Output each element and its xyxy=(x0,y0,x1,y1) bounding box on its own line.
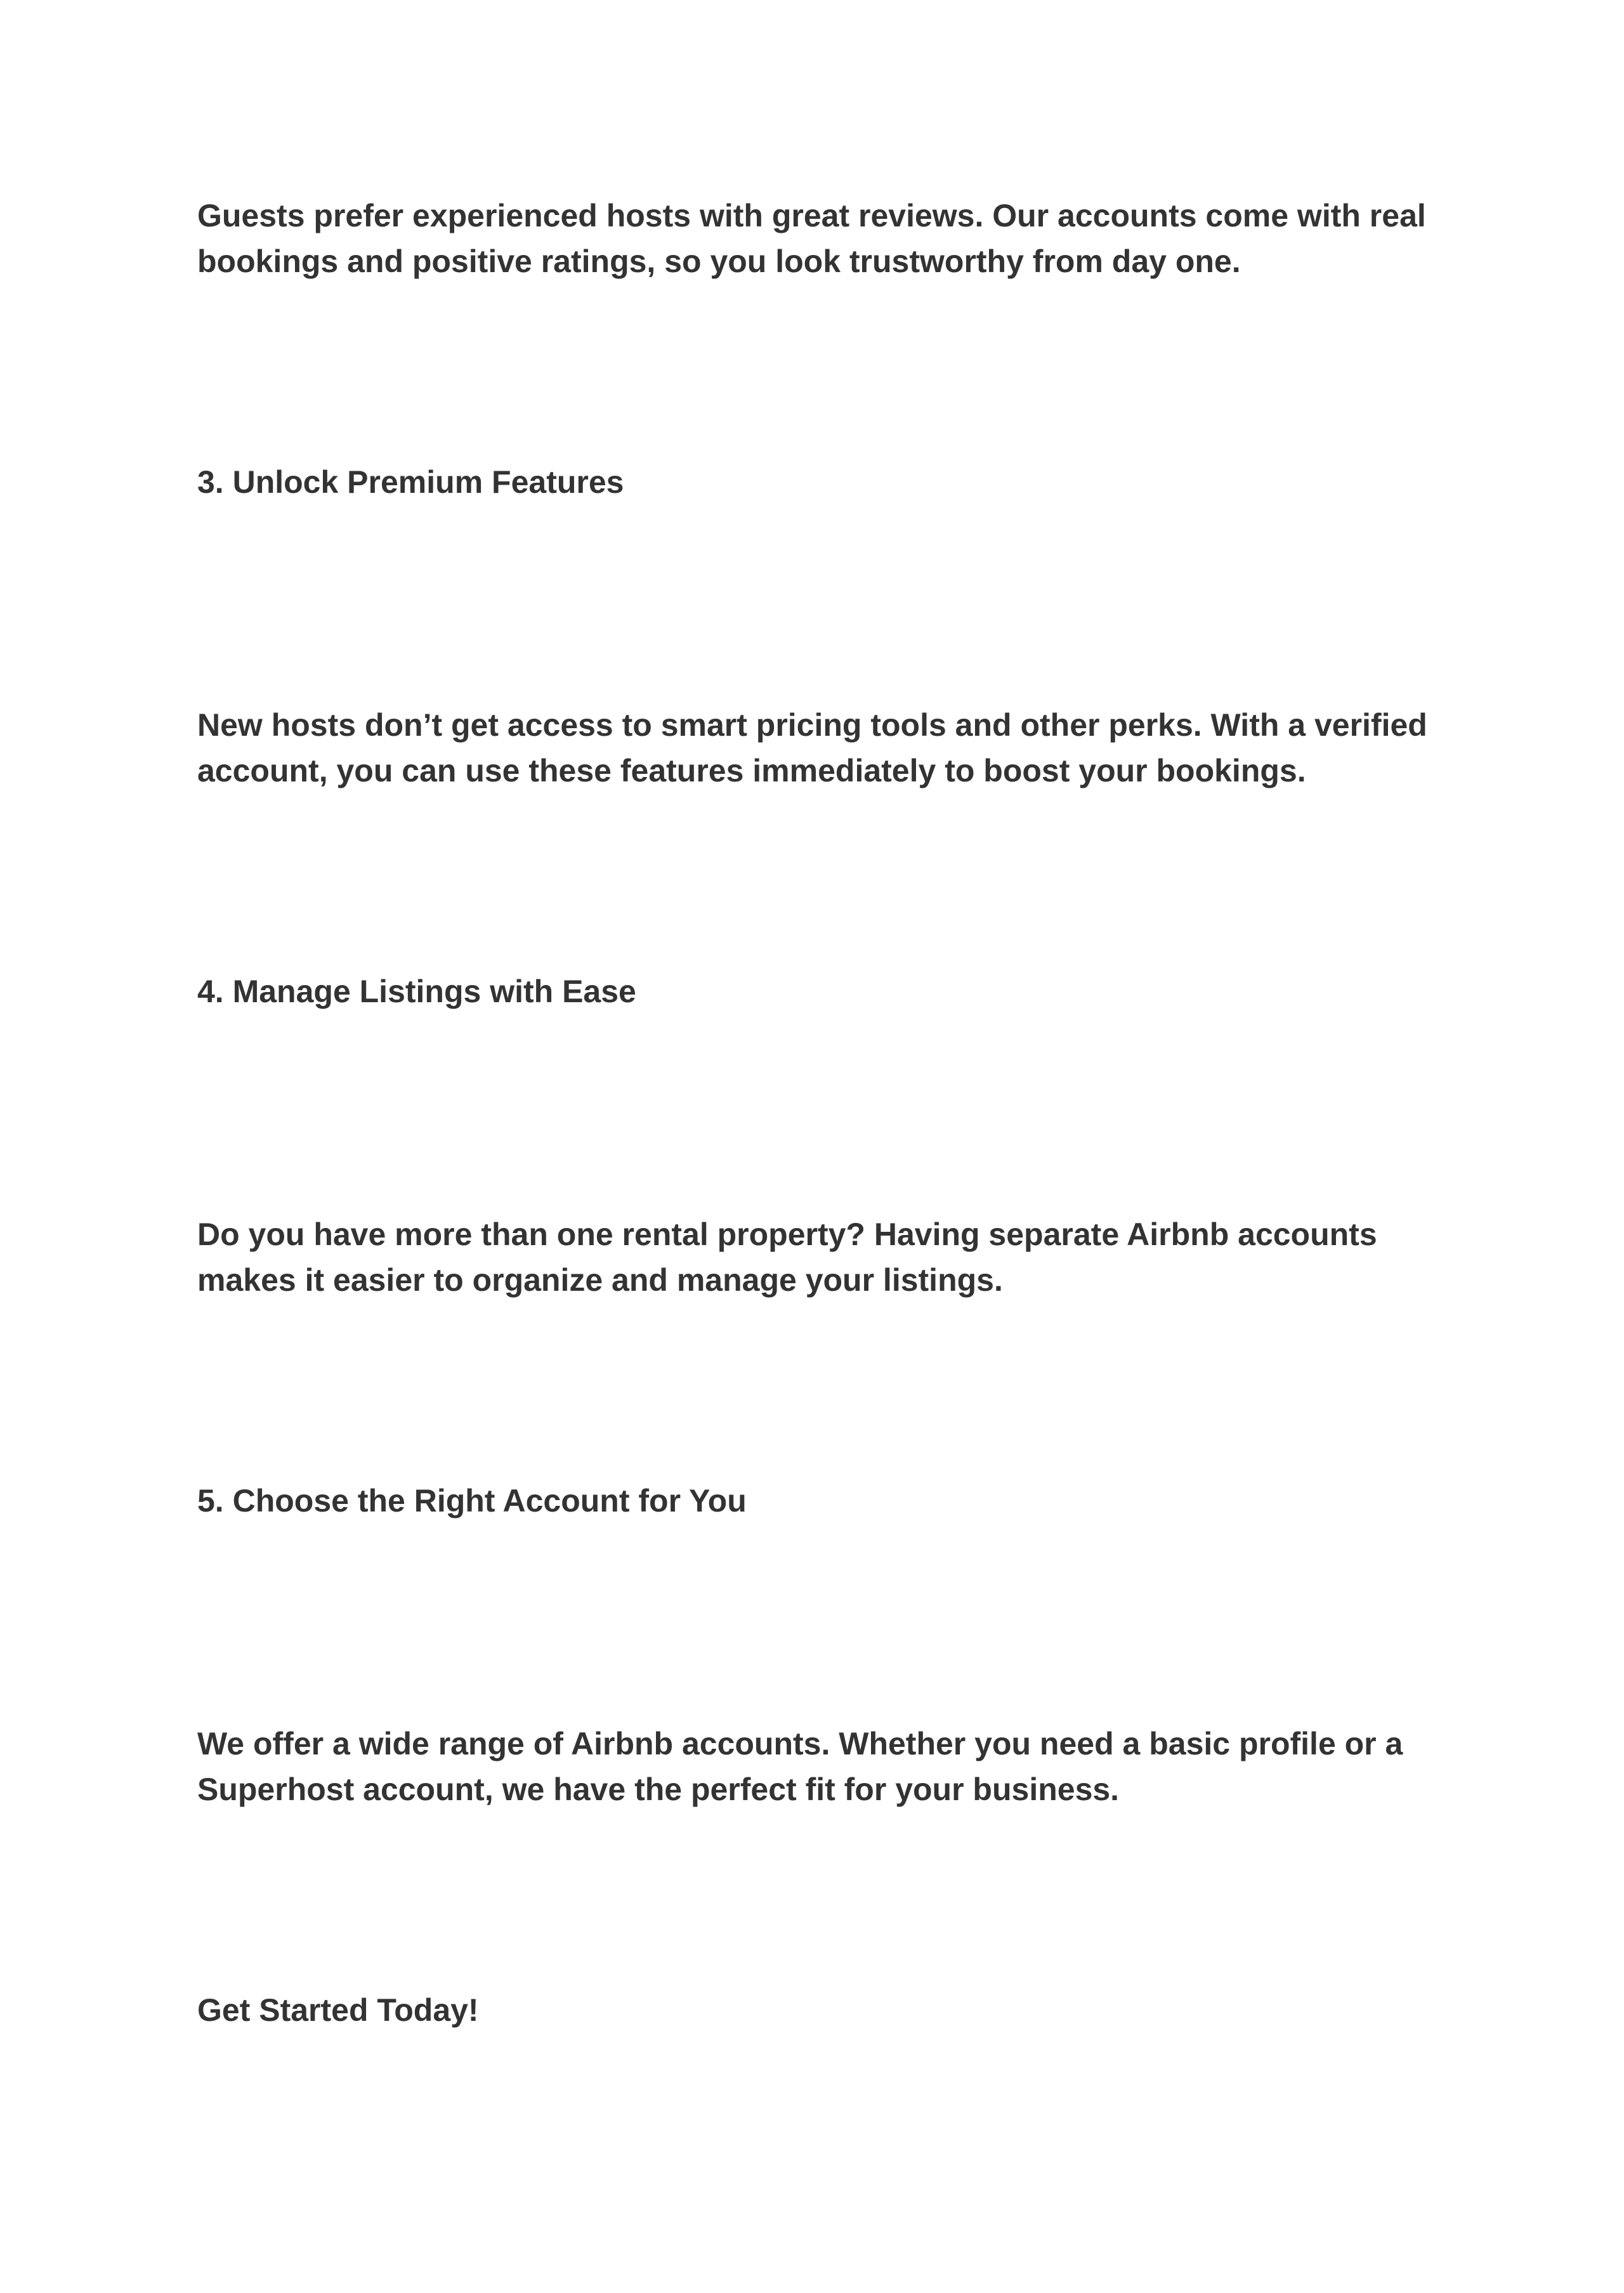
heading-choose-right-account: 5. Choose the Right Account for You xyxy=(197,1483,747,1519)
heading-unlock-premium-features: 3. Unlock Premium Features xyxy=(197,464,624,500)
heading-get-started-today: Get Started Today! xyxy=(197,1992,479,2028)
paragraph-real-bookings-trust: Guests prefer experienced hosts with great reviews. Our accounts come with real bookings and positive ratings, so you look trustworthy from day one. xyxy=(197,198,1426,279)
paragraph-separate-accounts-organize: Do you have more than one rental property? Having separate Airbnb accounts makes it easier to organize and manage your listings. xyxy=(197,1217,1377,1298)
paragraph-premium-features-access: New hosts don’t get access to smart pricing tools and other perks. With a verified account, you can use these features immediately to boost your bookings. xyxy=(197,707,1427,788)
heading-manage-listings-with-ease: 4. Manage Listings with Ease xyxy=(197,974,636,1009)
paragraph-account-range-offer: We offer a wide range of Airbnb accounts. Whether you need a basic profile or a Superhost account, we have the perfect fit for your business. xyxy=(197,1726,1403,1807)
